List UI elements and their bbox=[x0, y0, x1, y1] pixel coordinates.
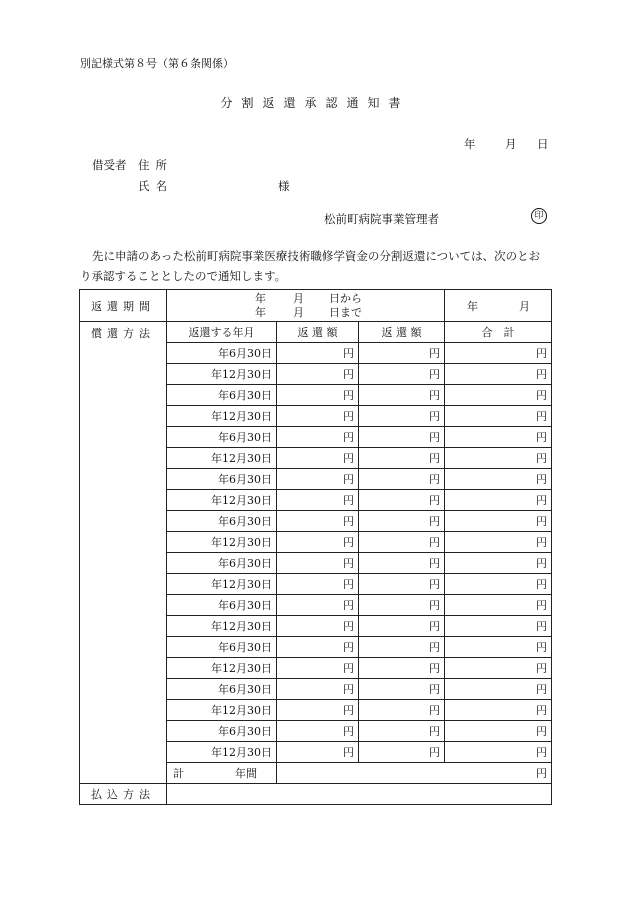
row-date: 年12月30日 bbox=[167, 742, 277, 763]
row-date: 年12月30日 bbox=[167, 574, 277, 595]
row-amount-2: 円 bbox=[359, 616, 445, 637]
row-total: 円 bbox=[445, 469, 552, 490]
row-date: 年12月30日 bbox=[167, 490, 277, 511]
name-label: 氏名 bbox=[138, 179, 173, 193]
row-date: 年6月30日 bbox=[167, 637, 277, 658]
row-date: 年12月30日 bbox=[167, 406, 277, 427]
row-total: 円 bbox=[445, 637, 552, 658]
row-amount-1: 円 bbox=[277, 742, 359, 763]
row-amount-1: 円 bbox=[277, 490, 359, 511]
period-cell bbox=[167, 290, 445, 322]
row-amount-1: 円 bbox=[277, 700, 359, 721]
row-amount-2: 円 bbox=[359, 721, 445, 742]
row-amount-2: 円 bbox=[359, 427, 445, 448]
row-amount-1: 円 bbox=[277, 511, 359, 532]
column-header-amount-1: 返 還 額 bbox=[277, 322, 359, 343]
row-total: 円 bbox=[445, 364, 552, 385]
total-years-label: 年間 bbox=[235, 767, 257, 780]
total-label: 計 bbox=[173, 767, 184, 780]
row-amount-2: 円 bbox=[359, 448, 445, 469]
row-total: 円 bbox=[445, 742, 552, 763]
row-total: 円 bbox=[445, 700, 552, 721]
row-amount-1: 円 bbox=[277, 364, 359, 385]
row-date: 年6月30日 bbox=[167, 721, 277, 742]
row-amount-2: 円 bbox=[359, 553, 445, 574]
row-total: 円 bbox=[445, 595, 552, 616]
document-title: 分割返還承認通知書 bbox=[220, 96, 410, 110]
row-total: 円 bbox=[445, 532, 552, 553]
row-amount-2: 円 bbox=[359, 574, 445, 595]
row-total: 円 bbox=[445, 385, 552, 406]
row-date: 年12月30日 bbox=[167, 364, 277, 385]
period-total-month: 月 bbox=[519, 299, 530, 313]
row-total: 円 bbox=[445, 343, 552, 364]
form-number: 別記様式第８号（第６条関係） bbox=[80, 57, 234, 70]
row-total: 円 bbox=[445, 574, 552, 595]
row-amount-1: 円 bbox=[277, 721, 359, 742]
row-amount-1: 円 bbox=[277, 427, 359, 448]
column-header-date: 返還する年月 bbox=[167, 322, 277, 343]
period-to: 年 月 日まで bbox=[255, 306, 362, 319]
method-label: 償還方法 bbox=[80, 322, 167, 784]
row-amount-1: 円 bbox=[277, 553, 359, 574]
row-amount-2: 円 bbox=[359, 385, 445, 406]
period-total-cell bbox=[445, 290, 552, 322]
column-header-amount-2: 返 還 額 bbox=[359, 322, 445, 343]
row-amount-2: 円 bbox=[359, 490, 445, 511]
row-amount-1: 円 bbox=[277, 616, 359, 637]
row-amount-2: 円 bbox=[359, 406, 445, 427]
row-total: 円 bbox=[445, 616, 552, 637]
period-from: 年 月 日から bbox=[255, 292, 362, 305]
row-date: 年6月30日 bbox=[167, 679, 277, 700]
payment-row bbox=[80, 784, 552, 805]
row-amount-1: 円 bbox=[277, 679, 359, 700]
issuer-title: 松前町病院事業管理者 bbox=[324, 212, 439, 226]
row-date: 年12月30日 bbox=[167, 700, 277, 721]
row-amount-1: 円 bbox=[277, 448, 359, 469]
address-label: 住所 bbox=[138, 158, 173, 172]
column-header-total: 合 計 bbox=[445, 322, 552, 343]
row-amount-2: 円 bbox=[359, 742, 445, 763]
row-amount-2: 円 bbox=[359, 637, 445, 658]
row-amount-1: 円 bbox=[277, 532, 359, 553]
row-amount-2: 円 bbox=[359, 700, 445, 721]
row-total: 円 bbox=[445, 427, 552, 448]
row-date: 年12月30日 bbox=[167, 448, 277, 469]
row-date: 年6月30日 bbox=[167, 427, 277, 448]
row-total: 円 bbox=[445, 721, 552, 742]
row-amount-1: 円 bbox=[277, 385, 359, 406]
seal-icon: 印 bbox=[531, 208, 547, 224]
row-total: 円 bbox=[445, 658, 552, 679]
borrower-label: 借受者 bbox=[92, 158, 127, 172]
total-years-cell bbox=[167, 763, 277, 784]
honorific-label: 様 bbox=[278, 179, 290, 193]
payment-label: 払込方法 bbox=[80, 784, 167, 805]
grand-total-cell: 円 bbox=[277, 763, 552, 784]
row-date: 年6月30日 bbox=[167, 553, 277, 574]
row-amount-2: 円 bbox=[359, 658, 445, 679]
row-date: 年12月30日 bbox=[167, 658, 277, 679]
date-year-label: 年 bbox=[464, 137, 476, 151]
row-date: 年6月30日 bbox=[167, 385, 277, 406]
repayment-table bbox=[79, 289, 552, 805]
row-amount-1: 円 bbox=[277, 595, 359, 616]
row-total: 円 bbox=[445, 448, 552, 469]
row-amount-1: 円 bbox=[277, 343, 359, 364]
row-date: 年6月30日 bbox=[167, 343, 277, 364]
row-date: 年12月30日 bbox=[167, 532, 277, 553]
row-amount-1: 円 bbox=[277, 574, 359, 595]
row-date: 年6月30日 bbox=[167, 511, 277, 532]
row-amount-1: 円 bbox=[277, 637, 359, 658]
row-amount-2: 円 bbox=[359, 343, 445, 364]
row-date: 年6月30日 bbox=[167, 469, 277, 490]
notice-text: 先に申請のあった松前町病院事業医療技術職修学資金の分割返還については、次のとおり承認することとしたので通知します。 bbox=[80, 249, 541, 283]
row-amount-1: 円 bbox=[277, 658, 359, 679]
row-amount-2: 円 bbox=[359, 511, 445, 532]
row-amount-2: 円 bbox=[359, 364, 445, 385]
date-month-label: 月 bbox=[505, 137, 517, 151]
date-day-label: 日 bbox=[537, 137, 549, 151]
row-total: 円 bbox=[445, 511, 552, 532]
payment-cell bbox=[167, 784, 552, 805]
row-amount-2: 円 bbox=[359, 595, 445, 616]
row-date: 年12月30日 bbox=[167, 616, 277, 637]
row-amount-1: 円 bbox=[277, 469, 359, 490]
row-amount-2: 円 bbox=[359, 532, 445, 553]
period-total-year: 年 bbox=[467, 299, 478, 313]
row-amount-2: 円 bbox=[359, 469, 445, 490]
row-amount-1: 円 bbox=[277, 406, 359, 427]
period-label: 返還期間 bbox=[80, 290, 167, 322]
row-total: 円 bbox=[445, 490, 552, 511]
row-date: 年6月30日 bbox=[167, 595, 277, 616]
row-total: 円 bbox=[445, 406, 552, 427]
row-total: 円 bbox=[445, 679, 552, 700]
row-total: 円 bbox=[445, 553, 552, 574]
row-amount-2: 円 bbox=[359, 679, 445, 700]
